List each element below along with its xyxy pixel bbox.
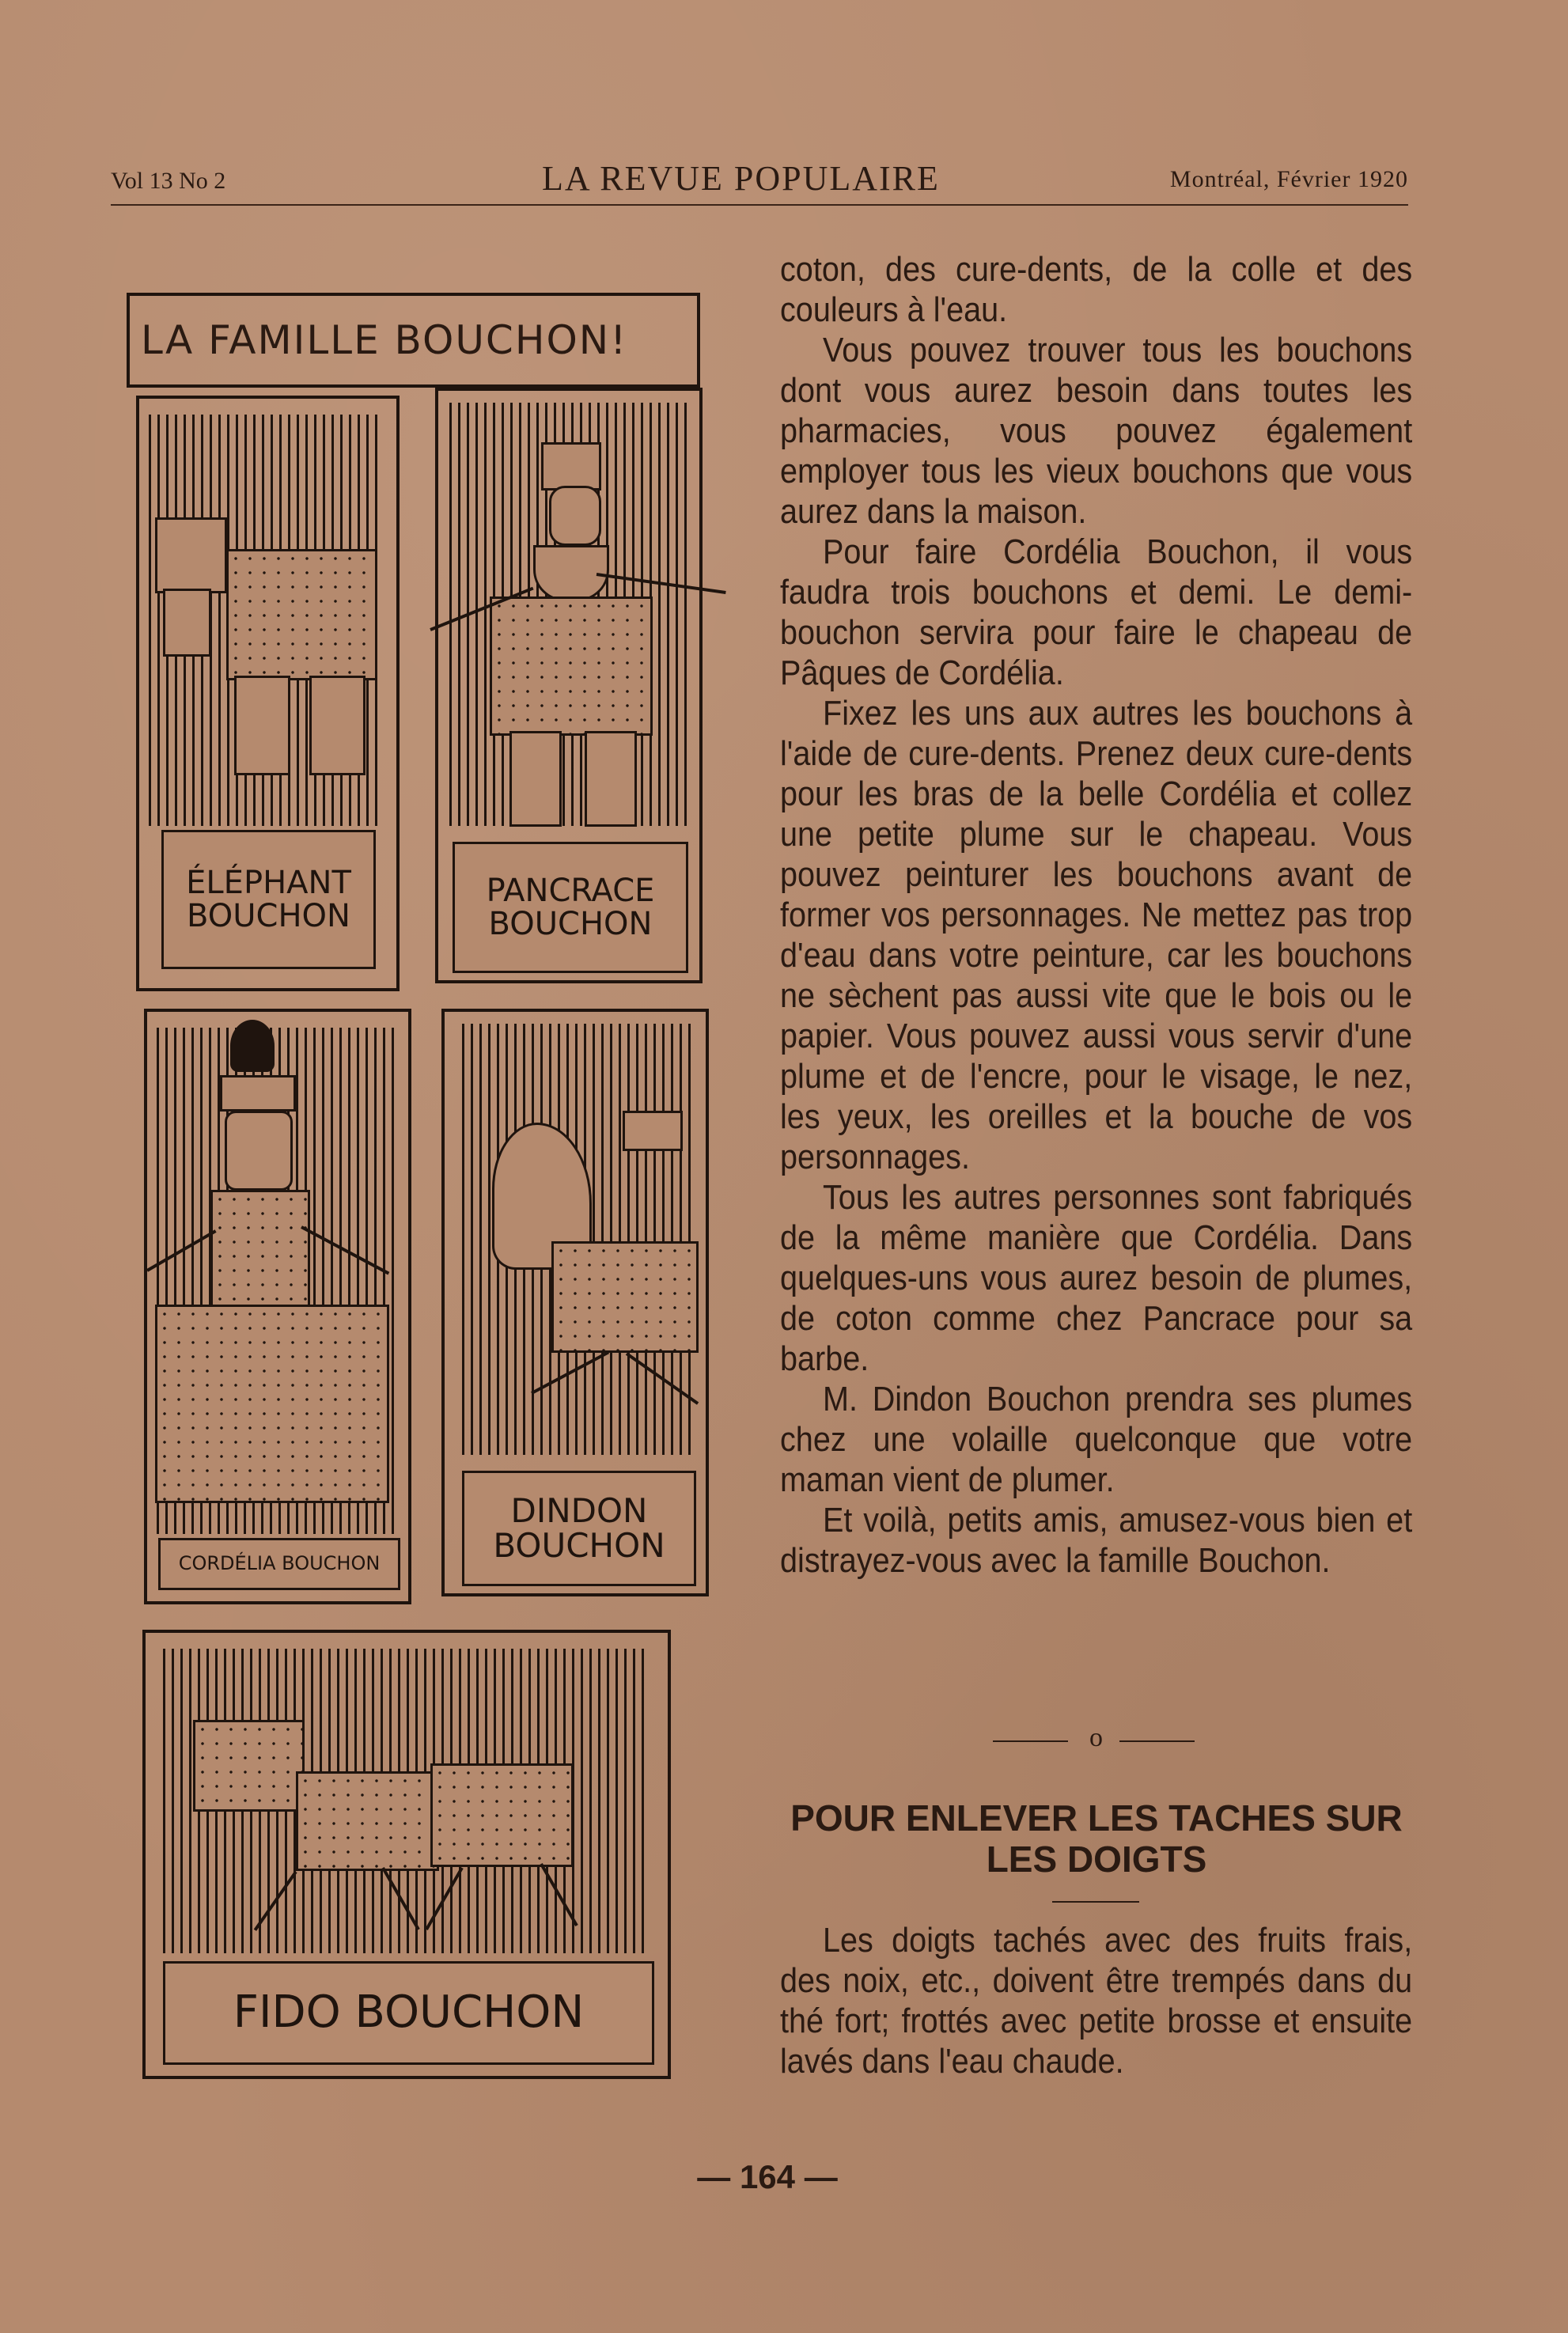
publication-title: LA REVUE POPULAIRE xyxy=(542,159,940,198)
label-line: BOUCHON xyxy=(493,1526,665,1565)
pancrace-leg xyxy=(585,731,637,827)
illustration-title: LA FAMILLE BOUCHON! xyxy=(127,293,700,388)
panel-fido xyxy=(142,1630,671,2079)
pancrace-leg xyxy=(509,731,562,827)
header-rule xyxy=(111,204,1408,206)
fido-body-rear xyxy=(430,1763,574,1867)
elephant-leg xyxy=(309,676,365,775)
panel-elephant xyxy=(136,396,400,991)
cork-family-illustration xyxy=(127,289,728,2077)
volume-number: Vol 13 No 2 xyxy=(111,168,226,194)
paragraph: M. Dindon Bouchon prendra ses plumes chez une volaille quelconque que votre maman vient de plumer. xyxy=(780,1380,1413,1499)
pancrace-head xyxy=(549,486,601,546)
separator-line xyxy=(993,1740,1068,1742)
label-line: DINDON xyxy=(510,1490,648,1530)
paragraph: Tous les autres personnes sont fabriqués de la même manière que Cordélia. Dans quelques-uns vous aurez besoin de plumes, de coton comme chez Pancrace pour sa barbe. xyxy=(780,1178,1413,1378)
paragraph: Les doigts tachés avec des fruits frais, des noix, etc., doivent être trempés dans du thé fort; frottés avec petite brosse et ensuite lavés dans l'eau chaude. xyxy=(780,1921,1413,2081)
pancrace-body xyxy=(490,597,653,736)
dindon-head xyxy=(623,1111,683,1151)
panel-dindon xyxy=(441,1009,709,1596)
fido-head xyxy=(193,1720,305,1812)
elephant-head xyxy=(155,517,227,593)
article-body xyxy=(780,249,1413,1581)
page-number: — 164 — xyxy=(697,2158,838,2195)
cordelia-plume xyxy=(230,1020,275,1072)
paragraph: Pour faire Cordélia Bouchon, il vous faudra trois bouchons et demi. Le demi-bouchon servira pour faire le chapeau de Pâques de Cordélia. xyxy=(780,532,1413,692)
running-header xyxy=(111,158,1408,206)
panel-label xyxy=(163,1961,654,2065)
label-line: FIDO BOUCHON xyxy=(233,1986,585,2039)
paragraph: Fixez les uns aux autres les bouchons à l'aide de cure-dents. Prenez deux cure-dents pour les bras de la belle Cordélia et collez une petite plume sur le chapeau. Vous pouvez peinturer les bouchons avant de former vos personnages. Ne mettez pas trop d'eau dans votre peinture, car les bouchons ne sèchent pas aussi vite que le bois ou le papier. Vous pouvez aussi vous servir d'une plume et de l'encre, pour le visage, le nez, les yeux, les oreilles et la bouche de vos personnages. xyxy=(780,694,1413,1176)
title-rule xyxy=(1052,1901,1139,1903)
panel-cordelia xyxy=(144,1009,411,1604)
panel-label xyxy=(158,1538,400,1590)
paragraph: Et voilà, petits amis, amusez-vous bien et distrayez-vous avec la famille Bouchon. xyxy=(780,1501,1413,1580)
paragraph: Vous pouvez trouver tous les bouchons dont vous aurez besoin dans toutes les pharmacies, vous pouvez également employer tous les vieux bouchons que vous aurez dans la maison. xyxy=(780,331,1413,531)
elephant-leg xyxy=(234,676,290,775)
separator-line xyxy=(1119,1740,1195,1742)
section-separator xyxy=(993,1723,1206,1755)
label-line: PANCRACE xyxy=(486,873,655,909)
separator-mark: o xyxy=(1089,1723,1103,1752)
cordelia-skirt xyxy=(155,1305,389,1503)
panel-pancrace xyxy=(435,388,703,983)
label-line: BOUCHON xyxy=(488,906,653,942)
label-line: BOUCHON xyxy=(187,898,350,934)
cordelia-torso xyxy=(210,1190,310,1309)
panel-label xyxy=(453,842,688,973)
paragraph: coton, des cure-dents, de la colle et des couleurs à l'eau. xyxy=(780,250,1413,329)
label-line: ÉLÉPHANT xyxy=(186,865,351,901)
elephant-body xyxy=(226,549,377,680)
article-title: POUR ENLEVER LES TACHES SUR LES DOIGTS xyxy=(790,1797,1403,1880)
fido-body xyxy=(296,1771,439,1871)
issue-date: Montréal, Février 1920 xyxy=(1169,166,1408,192)
cordelia-head xyxy=(225,1111,293,1191)
cordelia-hat xyxy=(220,1075,296,1112)
article-body xyxy=(780,1920,1413,2081)
panel-label xyxy=(462,1471,696,1586)
pancrace-hat xyxy=(541,442,601,490)
panel-label xyxy=(161,830,376,969)
elephant-trunk xyxy=(163,589,211,657)
label-line: CORDÉLIA BOUCHON xyxy=(178,1552,381,1575)
dindon-body xyxy=(551,1241,699,1353)
